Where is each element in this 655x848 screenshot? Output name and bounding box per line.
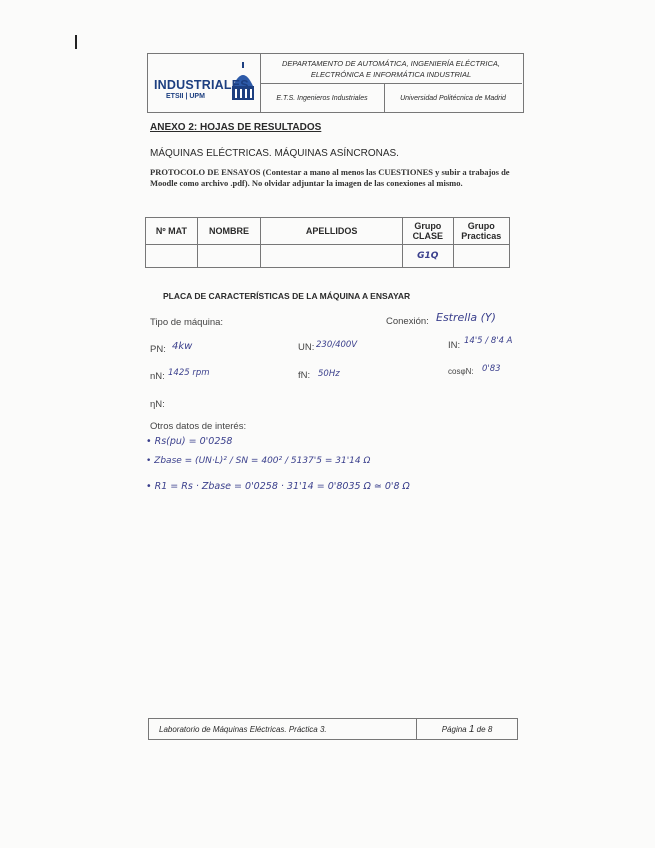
pn-label: PN:: [150, 344, 166, 355]
fn-value: 50Hz: [318, 369, 340, 379]
pn-value: 4kw: [172, 341, 193, 352]
cell-num-mat: [146, 245, 198, 268]
footer-page-current: 1: [468, 723, 475, 735]
conexion-value: Estrella (Y): [436, 311, 496, 324]
cell-grupo-practicas: [453, 245, 510, 268]
university-logo: [148, 54, 261, 112]
fn-label: fN:: [298, 370, 311, 381]
university-name: Universidad Politécnica de Madrid: [400, 94, 506, 102]
conexion-label: Conexión:: [386, 316, 429, 327]
page-footer: [148, 718, 518, 740]
annex-title: ANEXO 2: HOJAS DE RESULTADOS: [150, 122, 322, 133]
otros-line-zbase: • Zbase = (UN·L)² / SN = 400² / 5137'5 = 31'14 Ω: [146, 456, 371, 466]
nn-label: nN:: [150, 371, 165, 382]
logo-sub-text: ETSII | UPM: [166, 93, 205, 100]
footer-page-total: 8: [487, 724, 493, 734]
nn-value: 1425 rpm: [168, 368, 210, 378]
protocol-instructions: PROTOCOLO DE ENSAYOS (Contestar a mano al menos las CUESTIONES y subir a trabajos de Moodle como archivo .pdf). No olvidar adjuntar la imagen de las conexiones al mismo.: [150, 167, 510, 188]
col-header-num-mat: Nº MAT: [146, 218, 198, 245]
otros-line-r1: • R1 = Rs · Zbase = 0'0258 · 31'14 = 0'8035 Ω ≃ 0'8 Ω: [146, 481, 410, 492]
footer-page-prefix: Página: [441, 724, 467, 734]
col-header-grupo-practicas: Grupo Practicas: [453, 218, 510, 245]
document-subtitle: MÁQUINAS ELÉCTRICAS. MÁQUINAS ASÍNCRONAS.: [150, 148, 399, 159]
in-value: 14'5 / 8'4 A: [464, 336, 513, 346]
otros-line-rs: • Rs(pu) = 0'0258: [146, 436, 233, 447]
col-header-grupo-clase: Grupo CLASE: [403, 218, 453, 245]
in-label: IN:: [448, 340, 461, 351]
department-name: DEPARTAMENTO DE AUTOMÁTICA, INGENIERÍA ELÉCTRICA, ELECTRÓNICA E INFORMÁTICA INDUSTRIAL: [260, 54, 522, 84]
footer-course: Laboratorio de Máquinas Eléctricas. Práctica 3.: [149, 719, 417, 739]
students-table-row: [146, 245, 510, 268]
students-table-header: [146, 218, 510, 245]
scan-edge-mark: [75, 35, 77, 49]
col-header-apellidos: APELLIDOS: [261, 218, 403, 245]
school-name: E.T.S. Ingenieros Industriales: [260, 84, 385, 112]
tipo-maquina-label: Tipo de máquina:: [150, 317, 224, 328]
otros-datos-label: Otros datos de interés:: [150, 421, 247, 432]
header-table: [147, 53, 524, 113]
footer-page-number: [417, 719, 517, 739]
logo-main-text: INDUSTRIALES: [154, 78, 249, 92]
eta-label: ηN:: [150, 399, 165, 410]
cos-value: 0'83: [482, 364, 501, 374]
cos-label: cosφN:: [448, 367, 474, 376]
un-value: 230/400V: [316, 340, 358, 350]
footer-page-sep: de: [476, 724, 486, 734]
un-label: UN:: [298, 342, 315, 353]
col-header-nombre: NOMBRE: [197, 218, 260, 245]
placa-title: PLACA DE CARACTERÍSTICAS DE LA MÁQUINA A ENSAYAR: [163, 291, 411, 301]
cell-grupo-clase: G1Q: [403, 245, 453, 268]
cell-nombre: [197, 245, 260, 268]
cell-apellidos: [261, 245, 403, 268]
students-table: [145, 217, 510, 268]
